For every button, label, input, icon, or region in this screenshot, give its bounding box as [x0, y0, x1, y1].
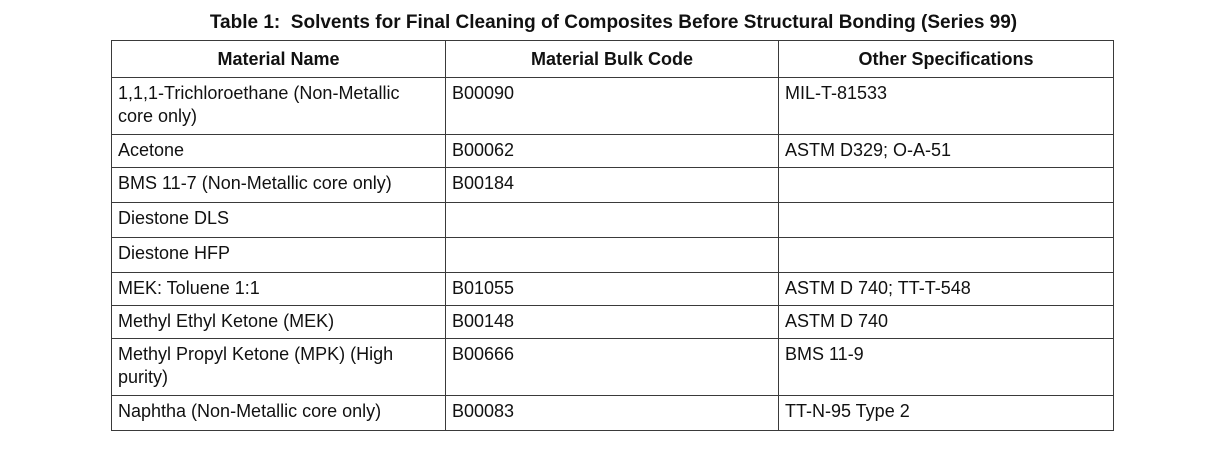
table-row [112, 168, 1114, 203]
cell-other-spec: TT-N-95 Type 2 [779, 396, 1114, 431]
cell-other-spec: ASTM D 740 [779, 306, 1114, 339]
cell-bulk-code [446, 238, 779, 273]
cell-bulk-code: B01055 [446, 273, 779, 306]
cell-material-name: Diestone HFP [112, 238, 446, 273]
table-row [112, 238, 1114, 273]
solvents-table [111, 40, 1114, 431]
cell-material-name: MEK: Toluene 1:1 [112, 273, 446, 306]
cell-bulk-code [446, 203, 779, 238]
cell-material-name: Diestone DLS [112, 203, 446, 238]
cell-material-name: Methyl Ethyl Ketone (MEK) [112, 306, 446, 339]
cell-material-name: Acetone [112, 135, 446, 168]
cell-bulk-code: B00184 [446, 168, 779, 203]
cell-other-spec: ASTM D 740; TT-T-548 [779, 273, 1114, 306]
table-header-row [112, 41, 1114, 78]
header-other-specifications: Other Specifications [779, 41, 1114, 78]
cell-material-name: Naphtha (Non-Metallic core only) [112, 396, 446, 431]
cell-bulk-code: B00083 [446, 396, 779, 431]
cell-material-name: Methyl Propyl Ketone (MPK) (High purity) [112, 339, 446, 396]
table-row [112, 78, 1114, 135]
header-material-bulk-code: Material Bulk Code [446, 41, 779, 78]
cell-bulk-code: B00090 [446, 78, 779, 135]
cell-bulk-code: B00148 [446, 306, 779, 339]
cell-other-spec [779, 203, 1114, 238]
cell-other-spec [779, 168, 1114, 203]
cell-other-spec: BMS 11-9 [779, 339, 1114, 396]
table-row [112, 203, 1114, 238]
table-caption: Table 1: Solvents for Final Cleaning of Composites Before Structural Bonding (Series 99) [209, 12, 1018, 33]
cell-other-spec: ASTM D329; O-A-51 [779, 135, 1114, 168]
table-row [112, 339, 1114, 396]
header-material-name: Material Name [112, 41, 446, 78]
table-row [112, 135, 1114, 168]
table-row [112, 273, 1114, 306]
cell-material-name: 1,1,1-Trichloroethane (Non-Metallic core only) [112, 78, 446, 135]
cell-material-name: BMS 11-7 (Non-Metallic core only) [112, 168, 446, 203]
table-row [112, 396, 1114, 431]
cell-bulk-code: B00062 [446, 135, 779, 168]
cell-other-spec [779, 238, 1114, 273]
cell-other-spec: MIL-T-81533 [779, 78, 1114, 135]
table-row [112, 306, 1114, 339]
cell-bulk-code: B00666 [446, 339, 779, 396]
